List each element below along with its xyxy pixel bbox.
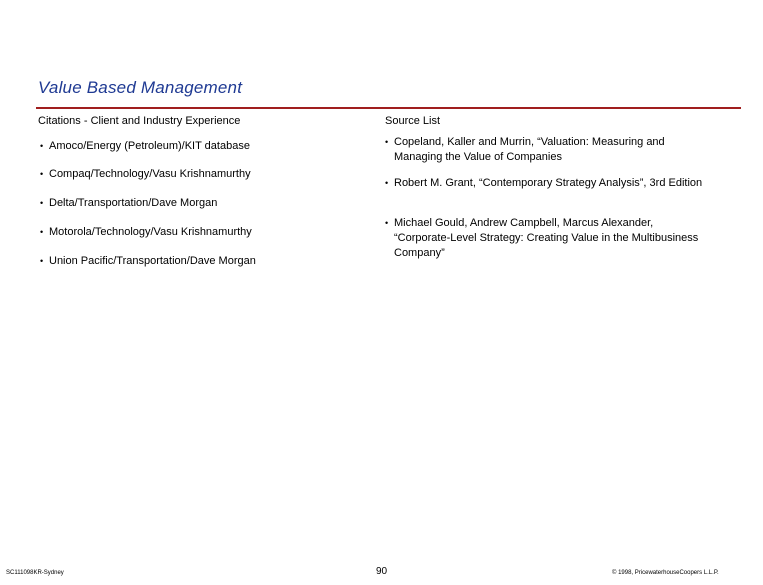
- source-text: Copeland, Kaller and Murrin, “Valuation: Measuring and Managing the Value of Companies: [394, 136, 665, 163]
- bullet-icon: •: [40, 198, 44, 208]
- bullet-icon: •: [40, 256, 44, 266]
- bullet-icon: •: [385, 218, 389, 228]
- source-text: Robert M. Grant, “Contemporary Strategy Analysis”, 3rd Edition: [394, 177, 703, 189]
- source-list-heading: Source List: [385, 115, 441, 127]
- page-title: Value Based Management: [38, 78, 243, 97]
- citation-text: Delta/Transportation/Dave Morgan: [49, 197, 218, 209]
- citation-text: Union Pacific/Transportation/Dave Morgan: [49, 255, 256, 267]
- source-item: [385, 216, 705, 261]
- footer-document-code: SC111098KR-Sydney: [6, 570, 64, 576]
- citation-text: Compaq/Technology/Vasu Krishnamurthy: [49, 168, 251, 180]
- footer-copyright: © 1998, PricewaterhouseCoopers L.L.P.: [612, 570, 719, 576]
- citation-item: [40, 196, 340, 211]
- page-number: 90: [376, 566, 388, 577]
- citation-item: [40, 167, 340, 182]
- bullet-icon: •: [385, 137, 389, 147]
- bullet-icon: •: [40, 169, 44, 179]
- citation-item: [40, 139, 340, 154]
- source-item: [385, 176, 705, 191]
- bullet-icon: •: [40, 227, 44, 237]
- source-text: Michael Gould, Andrew Campbell, Marcus Alexander, “Corporate-Level Strategy: Creating Value in the Multibusiness Company”: [394, 217, 699, 259]
- bullet-icon: •: [40, 141, 44, 151]
- source-item: [385, 135, 705, 165]
- title-divider: [36, 107, 741, 109]
- citations-heading: Citations - Client and Industry Experience: [38, 115, 241, 127]
- citation-text: Motorola/Technology/Vasu Krishnamurthy: [49, 226, 252, 238]
- bullet-icon: •: [385, 178, 389, 188]
- citation-item: [40, 225, 340, 240]
- citation-text: Amoco/Energy (Petroleum)/KIT database: [49, 140, 250, 152]
- citation-item: [40, 254, 340, 269]
